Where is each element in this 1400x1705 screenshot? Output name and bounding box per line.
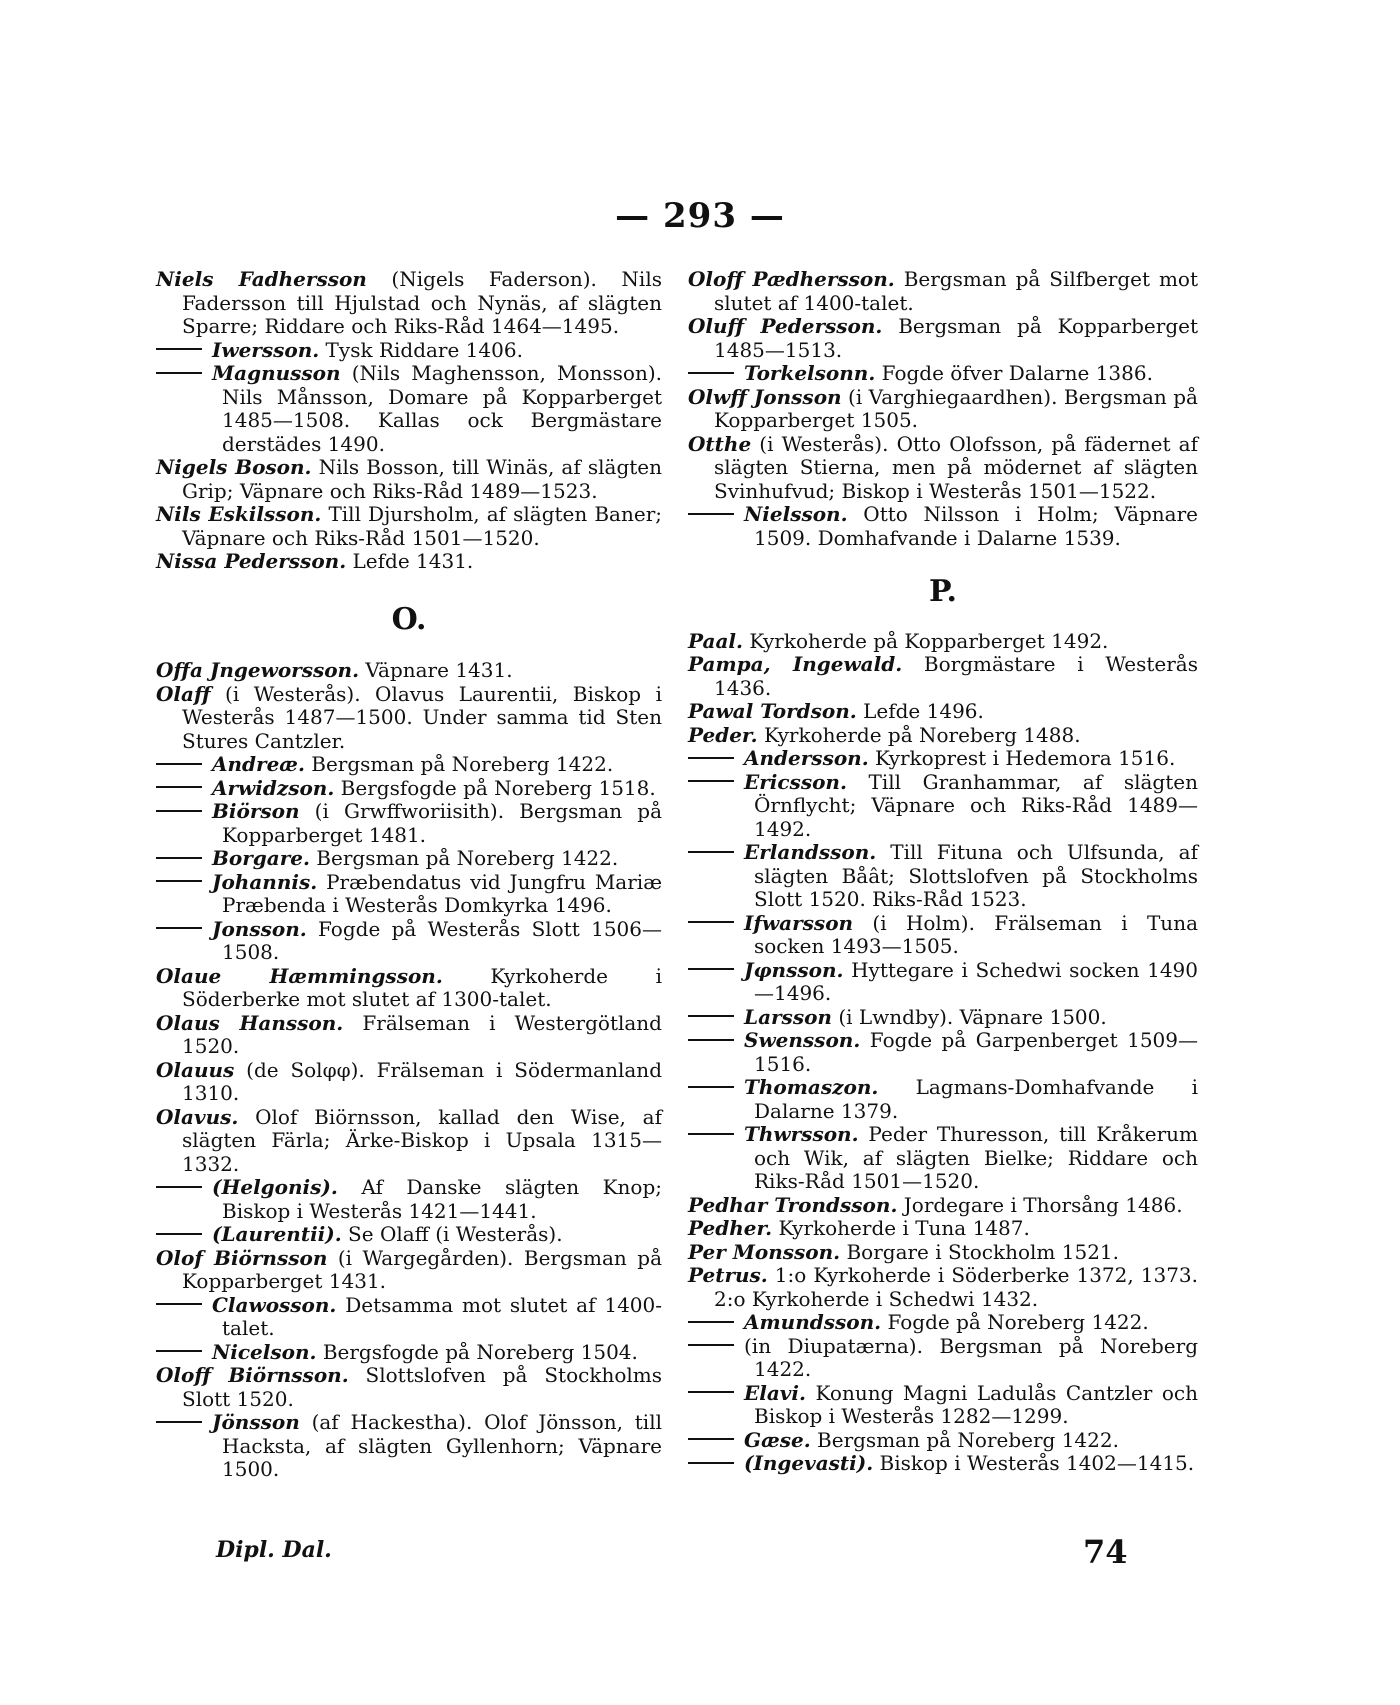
page-number: — 293 — xyxy=(615,196,785,236)
entry-headword: Niels Fadhersson xyxy=(156,267,367,291)
ditto-dash xyxy=(688,771,744,795)
ditto-dash xyxy=(688,747,744,771)
ditto-dash xyxy=(156,871,212,895)
entry-headword: Torkelsonn. xyxy=(744,361,876,385)
entry-headword: Nielsson. xyxy=(744,502,848,526)
register-entry xyxy=(688,912,1198,959)
ditto-dash xyxy=(156,1341,212,1365)
register-entry xyxy=(688,315,1198,362)
signature-mark: Dipl. Dal. xyxy=(216,1537,332,1563)
entry-text: Fogde på Garpenberget 1509—1516. xyxy=(754,1028,1198,1076)
ditto-dash xyxy=(156,1176,212,1200)
entry-headword: Oloff Biörnsson. xyxy=(156,1363,349,1387)
entry-text: Tysk Riddare 1406. xyxy=(319,337,523,362)
register-entry xyxy=(156,503,662,550)
entry-text: Konung Magni Ladulås Cantzler och Biskop i Westerås 1282—1299. xyxy=(754,1380,1198,1428)
entry-text: (i Holm). Frälseman i Tuna socken 1493—1505. xyxy=(754,910,1198,958)
entry-text: Bergsman på Kopparberget 1485—1513. xyxy=(714,314,1198,362)
entry-text: (Nils Maghensson, Monsson). Nils Månsson, Domare på Kopparberget 1485—1508. Kallas ock Bergmästare derstädes 1490. xyxy=(222,361,662,456)
entry-text: Otto Nilsson i Holm; Väpnare 1509. Domhafvande i Dalarne 1539. xyxy=(754,502,1198,550)
entry-headword: Olavus. xyxy=(156,1104,239,1129)
entry-text: Detsamma mot slutet af 1400-talet. xyxy=(222,1292,662,1340)
register-entry xyxy=(688,1029,1198,1076)
entry-headword: Olaus Hansson. xyxy=(156,1010,344,1035)
register-entry xyxy=(156,1411,662,1482)
entry-headword: Pawal Tordson. xyxy=(688,699,857,723)
register-entry xyxy=(688,1194,1198,1218)
register-entry xyxy=(688,1335,1198,1382)
register-entry xyxy=(156,918,662,965)
ditto-dash xyxy=(688,912,744,936)
entry-text: Kyrkoherde i Tuna 1487. xyxy=(772,1216,1030,1240)
entry-headword: Pampa, Ingewald. xyxy=(688,652,903,676)
entry-text: (i Grwffworiisith). Bergsman på Kopparberget 1481. xyxy=(222,799,662,847)
entry-text: Till Fituna och Ulfsunda, af slägten Båât; Slottslofven på Stockholms Slott 1520. Riks-Råd 1523. xyxy=(754,840,1198,911)
section-heading: P. xyxy=(928,574,958,609)
register-entry xyxy=(156,659,662,683)
entry-headword: Amundsson. xyxy=(744,1310,882,1334)
entry-headword: Clawosson. xyxy=(212,1292,337,1317)
entry-text: Præbendatus vid Jungfru Mariæ Præbenda i Westerås Domkyrka 1496. xyxy=(222,869,662,917)
entry-text: Bergsman på Noreberg 1422. xyxy=(304,752,614,776)
entry-headword: Biörson xyxy=(212,799,300,823)
entry-text: Nils Bosson, till Winäs, af slägten Grip; Väpnare och Riks-Råd 1489—1523. xyxy=(182,455,662,503)
register-entry xyxy=(688,503,1198,550)
ditto-dash xyxy=(688,1429,744,1453)
left-column xyxy=(156,268,662,1482)
entry-headword: Olwff Jonsson xyxy=(688,384,842,409)
entry-text: Peder Thuresson, till Kråkerum och Wik, af slägten Bielke; Riddare och Riks-Råd 1501—1520. xyxy=(754,1122,1198,1193)
entry-headword: Borgare. xyxy=(212,846,310,870)
register-entry xyxy=(688,841,1198,912)
entry-text: Bergsfogde på Noreberg 1518. xyxy=(334,775,656,800)
entry-headword: (Laurentii). xyxy=(212,1222,342,1246)
ditto-dash xyxy=(688,959,744,983)
entry-headword: Johannis. xyxy=(212,869,318,894)
entry-headword: Pedher. xyxy=(688,1216,773,1240)
entry-headword: Offa Jngeworsson. xyxy=(156,658,360,682)
ditto-dash xyxy=(688,1076,744,1100)
entry-headword: Per Monsson. xyxy=(688,1239,841,1264)
register-entry xyxy=(156,753,662,777)
entry-text: (i Varghiegaardhen). Bergsman på Kopparberget 1505. xyxy=(714,384,1198,432)
entry-text: Jordegare i Thorsång 1486. xyxy=(897,1192,1183,1217)
register-entry xyxy=(156,1294,662,1341)
entry-text: Se Olaff (i Westerås). xyxy=(341,1222,563,1246)
entry-text: 1:o Kyrkoherde i Söderberke 1372, 1373. 2:o Kyrkoherde i Schedwi 1432. xyxy=(714,1263,1198,1311)
entry-headword: (Ingevasti). xyxy=(744,1451,874,1475)
entry-text: (i Westerås). Olavus Laurentii, Biskop i Westerås 1487—1500. Under samma tid Sten Stures Cantzler. xyxy=(182,681,662,753)
entry-text: Biskop i Westerås 1402—1415. xyxy=(873,1451,1195,1475)
entry-text: Kyrkoprest i Hedemora 1516. xyxy=(868,746,1176,770)
entry-headword: Andersson. xyxy=(744,746,869,770)
entry-headword: Peder. xyxy=(688,722,758,747)
register-entry xyxy=(688,1264,1198,1311)
register-entry xyxy=(688,433,1198,504)
ditto-dash xyxy=(688,1311,744,1335)
entry-text: Bergsfogde på Noreberg 1504. xyxy=(316,1339,638,1364)
register-entry xyxy=(688,1241,1198,1265)
register-entry xyxy=(688,1217,1198,1241)
entry-text: Fogde på Westerås Slott 1506—1508. xyxy=(222,916,662,964)
ditto-dash xyxy=(156,1411,212,1435)
entry-text: (i Wargegården). Bergsman på Kopparberget 1431. xyxy=(182,1245,662,1293)
register-entry xyxy=(688,959,1198,1006)
entry-headword: Iwersson. xyxy=(212,337,320,362)
register-entry xyxy=(688,1076,1198,1123)
entry-text: Lefde 1431. xyxy=(346,549,474,573)
entry-headword: Larsson xyxy=(744,1004,832,1029)
entry-text: Bergsman på Silfberget mot slutet af 1400-talet. xyxy=(714,267,1199,315)
entry-headword: Gæse. xyxy=(744,1427,811,1452)
register-entry xyxy=(156,800,662,847)
register-entry xyxy=(156,777,662,801)
register-entry xyxy=(688,724,1198,748)
entry-text: Lefde 1496. xyxy=(856,699,984,723)
ditto-dash xyxy=(688,1452,744,1476)
ditto-dash xyxy=(688,1335,744,1359)
ditto-dash xyxy=(156,753,212,777)
register-entry xyxy=(156,1364,662,1411)
register-entry xyxy=(156,1247,662,1294)
entry-text: Af Danske slägten Knop; Biskop i Westerås 1421—1441. xyxy=(222,1175,662,1223)
register-entry xyxy=(688,1311,1198,1335)
entry-headword: Andreæ. xyxy=(212,752,305,776)
entry-headword: Olaff xyxy=(156,681,211,706)
entry-headword: Magnusson xyxy=(212,361,341,385)
entry-headword: Nicelson. xyxy=(212,1339,317,1364)
ditto-dash xyxy=(156,362,212,386)
entry-headword: Ifwarsson xyxy=(744,910,854,935)
entry-text: (af Hackestha). Olof Jönsson, till Hacksta, af slägten Gyllenhorn; Väpnare 1500. xyxy=(222,1410,662,1481)
register-entry xyxy=(688,771,1198,842)
entry-text: Kyrkoherde på Kopparberget 1492. xyxy=(742,628,1109,653)
entry-text: (de Solφφ). Frälseman i Södermanland 1310. xyxy=(182,1057,662,1105)
register-entry xyxy=(688,653,1198,700)
entry-text: Väpnare 1431. xyxy=(359,658,513,682)
entry-headword: Paal. xyxy=(688,628,743,653)
entry-text: Lagmans-Domhafvande i Dalarne 1379. xyxy=(754,1075,1198,1123)
entry-headword: Oloff Pædhersson. xyxy=(688,267,895,291)
entry-text: (i Lwndby). Väpnare 1500. xyxy=(831,1004,1107,1029)
entry-headword: Petrus. xyxy=(688,1263,768,1287)
entry-headword: Nils Eskilsson. xyxy=(156,502,322,526)
ditto-dash xyxy=(156,1294,212,1318)
register-entry xyxy=(688,268,1198,315)
entry-text: Bergsman på Noreberg 1422. xyxy=(810,1427,1119,1452)
entry-headword: Swensson. xyxy=(744,1028,861,1052)
entry-headword: Otthe xyxy=(688,431,752,456)
register-entry xyxy=(156,339,662,363)
register-entry xyxy=(156,1106,662,1177)
entry-headword: Thwrsson. xyxy=(744,1122,859,1146)
register-entry xyxy=(688,1382,1198,1429)
register-entry xyxy=(156,1341,662,1365)
entry-headword: Olaue Hæmmingsson. xyxy=(156,963,443,988)
entry-text: Bergsman på Noreberg 1422. xyxy=(309,846,619,870)
entry-text: Olof Biörnsson, kallad den Wise, af slägten Färla; Ärke-Biskop i Upsala 1315—1332. xyxy=(182,1104,662,1176)
entry-headword: Jönsson xyxy=(212,1410,300,1434)
ditto-dash xyxy=(156,847,212,871)
ditto-dash xyxy=(156,777,212,801)
entry-text: Borgare i Stockholm 1521. xyxy=(840,1239,1119,1264)
register-entry xyxy=(688,362,1198,386)
entry-text: Fogde öfver Dalarne 1386. xyxy=(875,361,1153,385)
entry-text: Borgmästare i Westerås 1436. xyxy=(714,652,1198,700)
entry-text: Slottslofven på Stockholms Slott 1520. xyxy=(182,1363,662,1411)
ditto-dash xyxy=(688,362,744,386)
register-entry xyxy=(156,1176,662,1223)
ditto-dash xyxy=(688,841,744,865)
register-entry xyxy=(688,747,1198,771)
entry-headword: Nissa Pedersson. xyxy=(156,549,347,573)
register-entry xyxy=(156,965,662,1012)
ditto-dash xyxy=(156,800,212,824)
register-entry xyxy=(156,1012,662,1059)
entry-headword: Arwidzson. xyxy=(212,775,335,800)
ditto-dash xyxy=(156,339,212,363)
entry-headword: Oluff Pedersson. xyxy=(688,314,883,338)
ditto-dash xyxy=(156,918,212,942)
entry-text: Fogde på Noreberg 1422. xyxy=(881,1310,1149,1334)
entry-text: Till Djursholm, af slägten Baner; Väpnare och Riks-Råd 1501—1520. xyxy=(182,502,662,550)
entry-headword: Erlandsson. xyxy=(744,840,877,864)
entry-text: Till Granhammar, af slägten Örnflycht; Väpnare och Riks-Råd 1489—1492. xyxy=(754,769,1198,841)
entry-headword: Jφnsson. xyxy=(744,957,844,982)
section-heading: O. xyxy=(391,601,427,637)
ditto-dash xyxy=(688,1006,744,1030)
ditto-dash xyxy=(688,1123,744,1147)
register-entry xyxy=(156,1059,662,1106)
right-column xyxy=(688,268,1198,1476)
register-entry xyxy=(156,456,662,503)
register-entry xyxy=(156,1223,662,1247)
register-entry xyxy=(688,1429,1198,1453)
entry-headword: (Helgonis). xyxy=(212,1175,338,1199)
register-entry xyxy=(688,386,1198,433)
ditto-dash xyxy=(688,1029,744,1053)
register-entry xyxy=(156,871,662,918)
ditto-dash xyxy=(688,1382,744,1406)
folio-number: 74 xyxy=(1083,1533,1128,1571)
entry-text: Hyttegare i Schedwi socken 1490—1496. xyxy=(754,957,1198,1005)
ditto-dash xyxy=(688,503,744,527)
ditto-dash xyxy=(156,1223,212,1247)
register-entry xyxy=(156,550,662,574)
register-entry xyxy=(688,1452,1198,1476)
entry-headword: Elavi. xyxy=(744,1380,806,1405)
register-entry xyxy=(688,1006,1198,1030)
register-entry xyxy=(688,1123,1198,1194)
entry-text: (in Diupatærna). Bergsman på Noreberg 1422. xyxy=(744,1333,1198,1381)
entry-headword: Thomaszon. xyxy=(744,1075,879,1099)
entry-headword: Jonsson. xyxy=(212,916,307,941)
register-entry xyxy=(156,362,662,456)
entry-text: Frälseman i Westergötland 1520. xyxy=(182,1010,662,1058)
entry-headword: Nigels Boson. xyxy=(156,455,312,479)
register-entry xyxy=(156,683,662,754)
register-entry xyxy=(688,630,1198,654)
register-entry xyxy=(156,847,662,871)
entry-text: Kyrkoherde i Söderberke mot slutet af 1300-talet. xyxy=(182,963,662,1011)
entry-headword: Ericsson. xyxy=(744,769,847,794)
entry-text: (Nigels Faderson). Nils Fadersson till Hjulstad och Nynäs, af slägten Sparre; Riddare och Riks-Råd 1464—1495. xyxy=(182,267,662,338)
register-entry xyxy=(156,268,662,339)
entry-text: Kyrkoherde på Noreberg 1488. xyxy=(757,722,1081,747)
entry-headword: Pedhar Trondsson. xyxy=(688,1192,898,1217)
entry-headword: Olauus xyxy=(156,1057,235,1082)
entry-headword: Olof Biörnsson xyxy=(156,1245,328,1270)
entry-text: (i Westerås). Otto Olofsson, på fädernet af slägten Stierna, men på mödernet af slägten Svinhufvud; Biskop i Westerås 1501—1522. xyxy=(714,431,1198,503)
register-entry xyxy=(688,700,1198,724)
